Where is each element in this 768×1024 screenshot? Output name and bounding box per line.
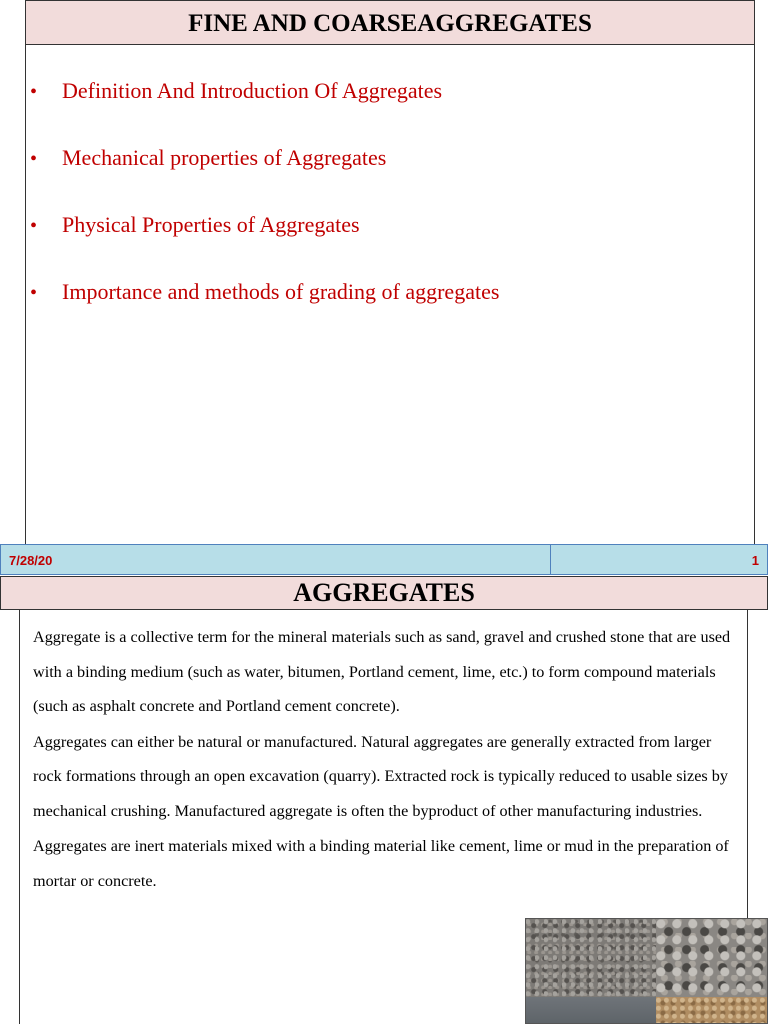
bullet-marker: • (30, 81, 38, 103)
slide-footer (0, 544, 768, 575)
footer-divider (550, 545, 551, 574)
bullet-marker: • (30, 215, 38, 237)
paragraph: Aggregates are inert materials mixed with a binding material like cement, lime or mud in the preparation of mortar or concrete. (33, 837, 729, 890)
slide-1-title: FINE AND COARSEAGGREGATES (25, 0, 755, 45)
paragraph: Aggregates can either be natural or manufactured. Natural aggregates are generally extracted from larger rock formations through an open excavation (quarry). Extracted rock is typically reduced to usable sizes by mechanical crushing. Manufactured aggregate is often the byproduct of other manufacturing industries. (33, 732, 728, 820)
slide-2-title: AGGREGATES (0, 576, 768, 610)
bullet-text: Physical Properties of Aggregates (62, 212, 360, 237)
paragraph: Aggregate is a collective term for the mineral materials such as sand, gravel and crushed stone that are used with a binding medium (such as water, bitumen, Portland cement, lime, etc.) to form compound materials (such as asphalt concrete and Portland cement concrete). (33, 628, 731, 715)
bullet-marker: • (30, 282, 38, 304)
sand-image (656, 997, 768, 1024)
crushed-stone-image (656, 919, 768, 997)
bullet-item (30, 145, 730, 212)
page-number: 1 (751, 553, 759, 568)
bullet-marker: • (30, 148, 38, 170)
footer-date: 7/28/20 (9, 553, 53, 568)
aggregates-photo (525, 918, 768, 1024)
grey-aggregate-image (526, 997, 656, 1024)
bullet-text: Definition And Introduction Of Aggregates (62, 78, 443, 103)
slide-2-body (33, 620, 738, 899)
bullet-item (30, 212, 730, 279)
bullet-text: Mechanical properties of Aggregates (62, 145, 387, 170)
bullet-list (30, 78, 730, 346)
bullet-item (30, 78, 730, 145)
bullet-text: Importance and methods of grading of aggregates (62, 279, 500, 304)
bullet-item (30, 279, 730, 346)
fine-gravel-image (526, 919, 656, 997)
